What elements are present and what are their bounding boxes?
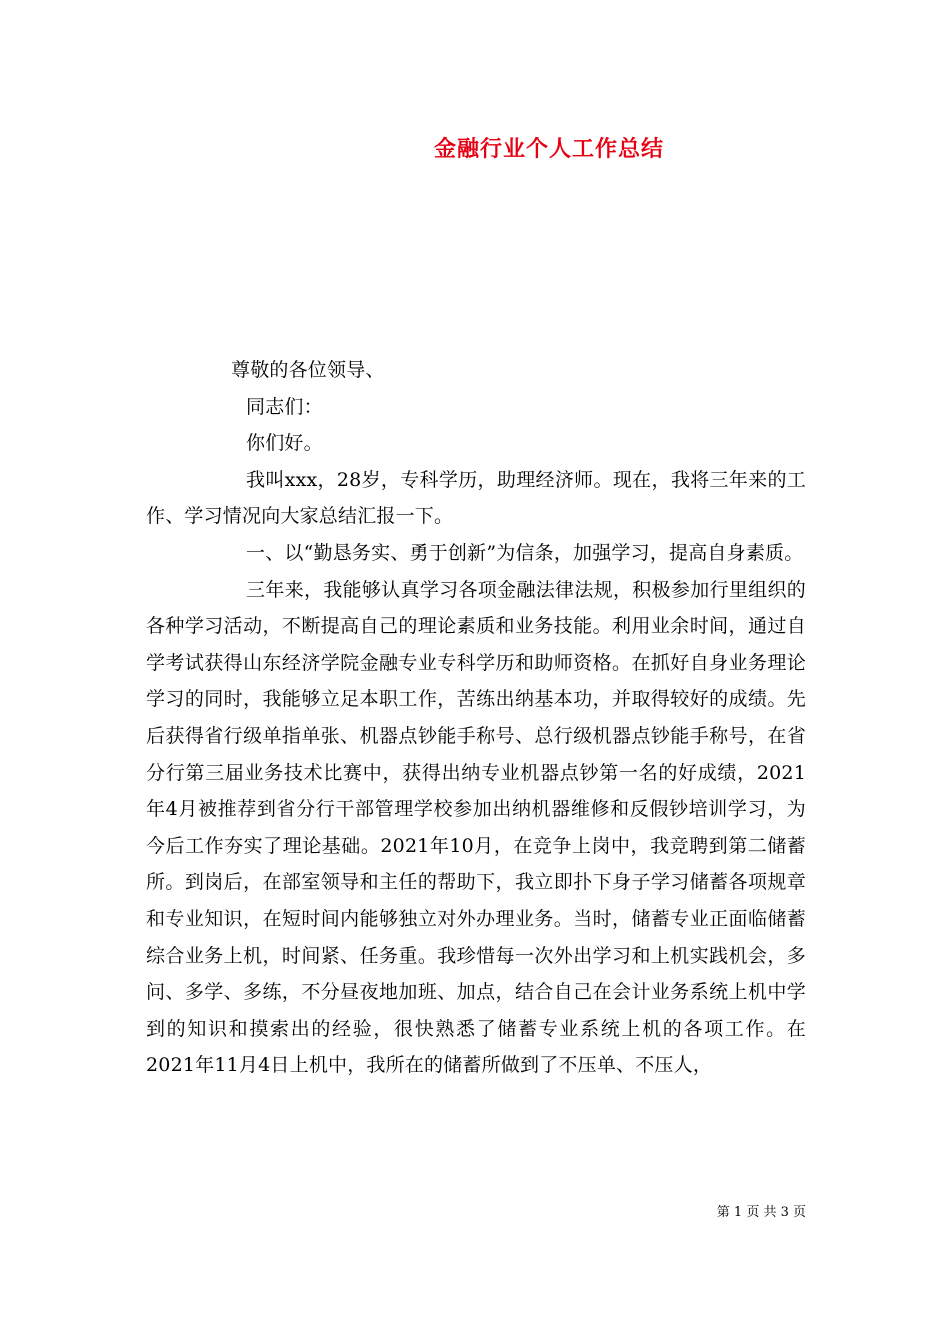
- greeting: 你们好。: [246, 432, 323, 455]
- salutation-line-2: 同志们：: [246, 395, 323, 418]
- document-title: 金融行业个人工作总结: [433, 136, 664, 162]
- salutation-line-1: 尊敬的各位领导、: [231, 359, 385, 381]
- paragraph-study: 三年来，我能够认真学习各项金融法律法规，积极参加行里组织的各种学习活动，不断提高自己的理论素质和业务技能。利用业余时间，通过自学考试获得山东经济学院金融专业专科学历和助师资格。在抓好自身业务理论学习的同时，我能够立足本职工作，苦练出纳基本功，并取得较好的成绩。先后获得省行级单指单张、机器点钞能手称号、总行级机器点钞能手称号，在省分行第三届业务技术比赛中，获得出纳专业机器点钞第一名的好成绩，2021年4月被推荐到省分行干部管理学校参加出纳机器维修和反假钞培训学习，为今后工作夯实了理论基础。2021年10月，在竞争上岗中，我竞聘到第二储蓄所。到岗后，在部室领导和主任的帮助下，我立即扑下身子学习储蓄各项规章和专业知识，在短时间内能够独立对外办理业务。当时，储蓄专业正面临储蓄综合业务上机，时间紧、任务重。我珍惜每一次外出学习和上机实践机会，多问、多学、多练，不分昼夜地加班、加点，结合自己在会计业务系统上机中学到的知识和摸索出的经验，很快熟悉了储蓄专业系统上机的各项工作。在2021年11月4日上机中，我所在的储蓄所做到了不压单、不压人，: [146, 578, 806, 1077]
- section-heading-1: 一、以“勤恳务实、勇于创新”为信条，加强学习，提高自身素质。: [246, 541, 804, 564]
- document-body: [146, 352, 806, 1084]
- page-number: 第 1 页 共 3 页: [716, 1205, 806, 1220]
- paragraph-intro: 我叫xxx，28岁，专科学历，助理经济师。现在，我将三年来的工作、学习情况向大家总结汇报一下。: [146, 468, 806, 528]
